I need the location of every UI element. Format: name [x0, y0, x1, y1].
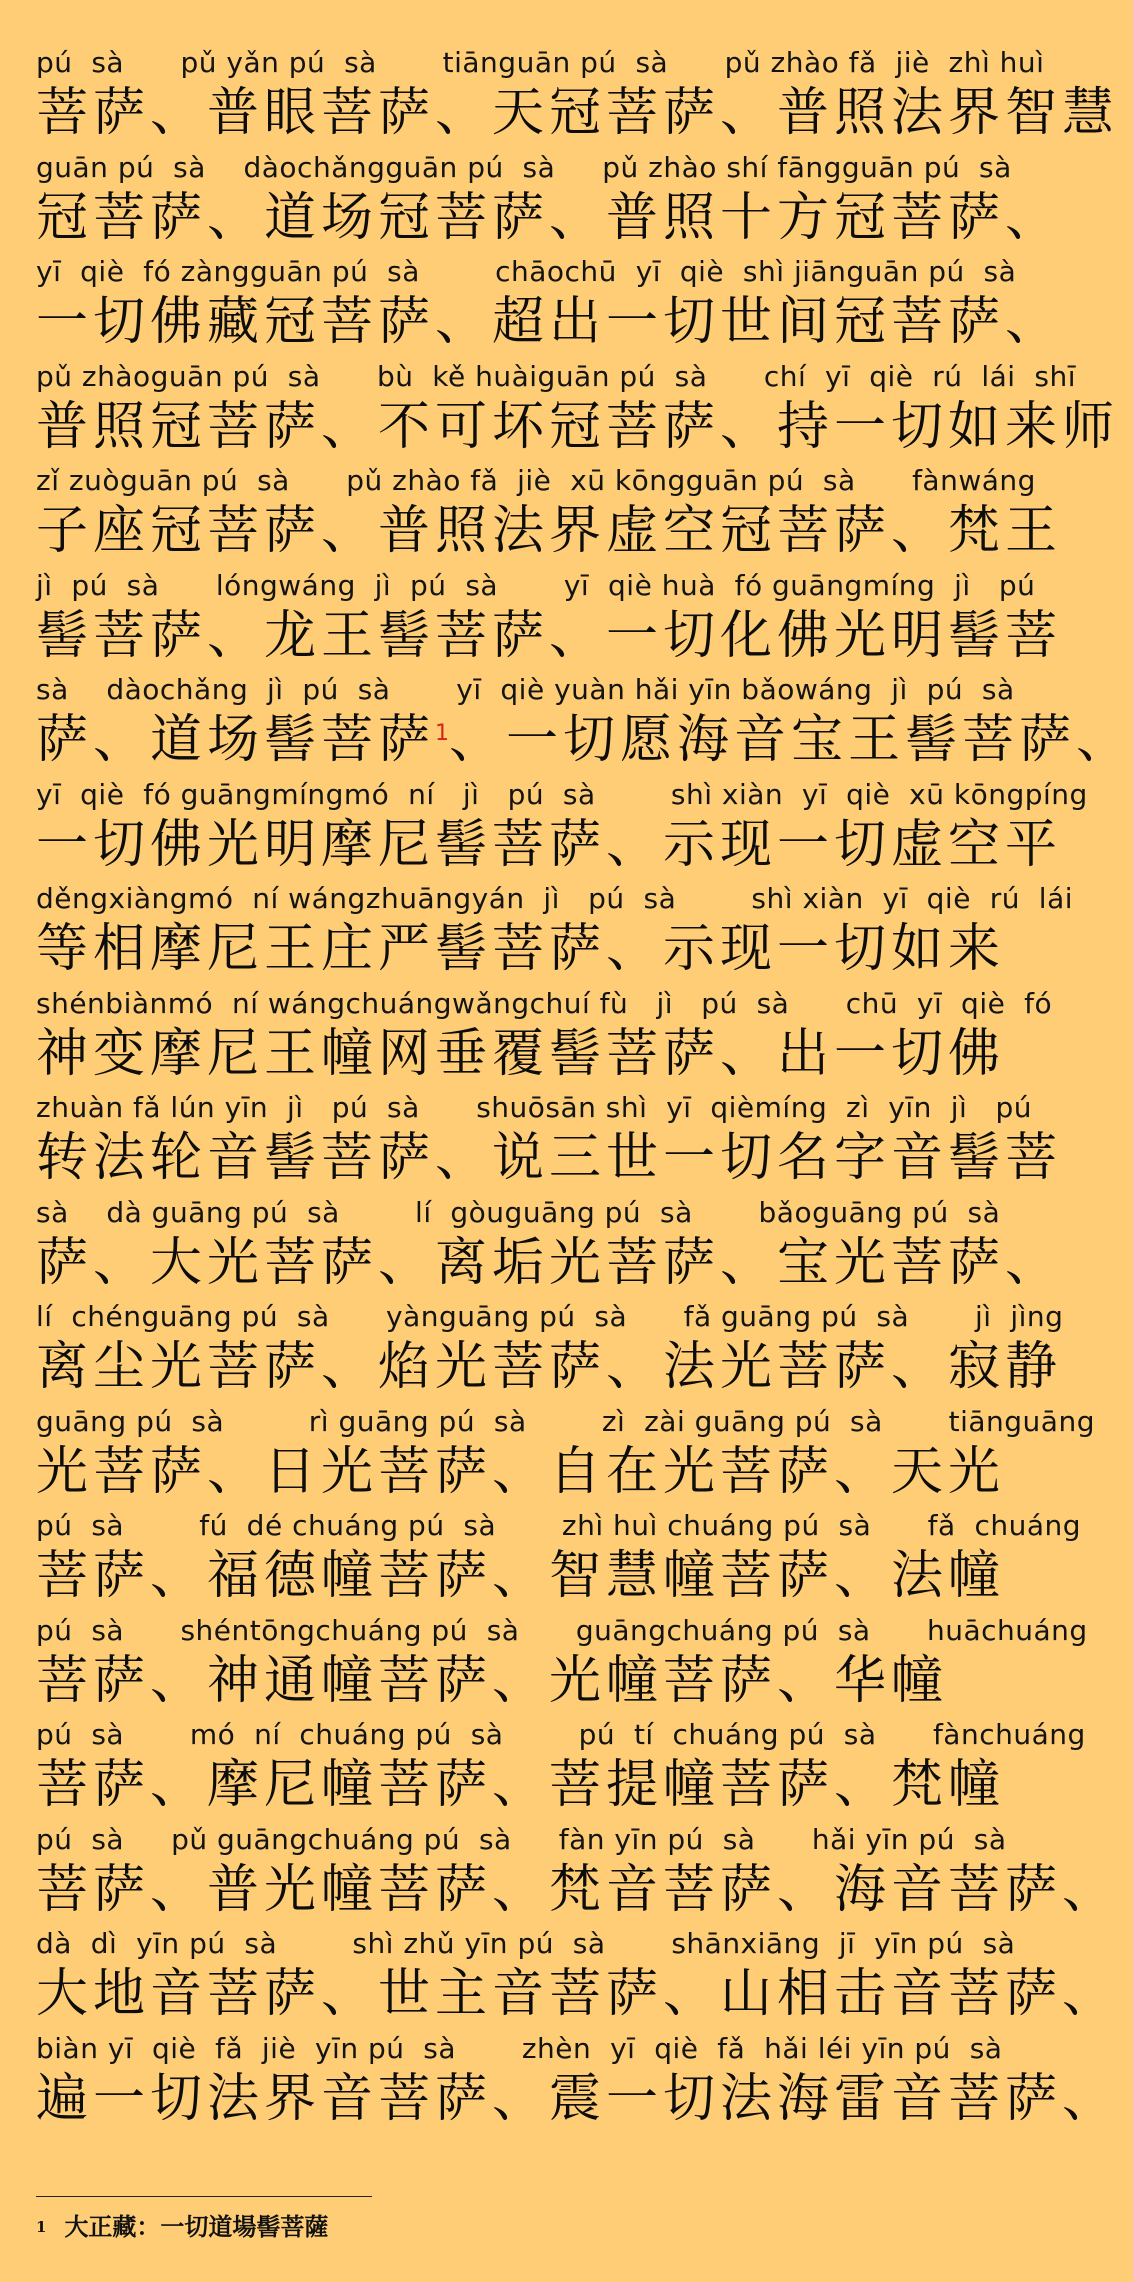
- pinyin-line: biàn yī qiè fǎ jiè yīn pú sà zhèn yī qiè fǎ hǎi léi yīn pú sà: [36, 2031, 1003, 2065]
- hanzi-line: [36, 1025, 1044, 1087]
- text-line: [36, 2028, 1120, 2133]
- hanzi-line: [36, 187, 1063, 251]
- footnote-marker[interactable]: 1: [435, 721, 450, 746]
- hanzi-text: 离尘光菩萨、焰光菩萨、法光菩萨、寂静: [36, 1337, 1063, 1397]
- pinyin-line: zǐ zuòguān pú sà pǔ zhào fǎ jiè xū kōngguān pú sà fànwáng: [36, 464, 1036, 497]
- text-line: [36, 1192, 1063, 1297]
- pinyin-line: pú sà pǔ yǎn pú sà tiānguān pú sà pǔ zhào fǎ jiè zhì huì: [36, 46, 1045, 79]
- pinyin-line: pǔ zhàoguān pú sà bù kě huàiguān pú sà chí yī qiè rú lái shī: [36, 359, 1076, 393]
- pinyin-line: pú sà fú dé chuáng pú sà zhì huì chuáng pú sà fǎ chuáng: [36, 1509, 1082, 1542]
- pinyin-line: děngxiàngmó ní wángzhuāngyán jì pú sà shì xiàn yī qiè rú lái: [36, 882, 1074, 915]
- pinyin-line: dà dì yīn pú sà shì zhǔ yīn pú sà shānxiāng jī yīn pú sà: [36, 1927, 1016, 1960]
- hanzi-line: [36, 83, 1120, 146]
- pinyin-line: pú sà mó ní chuáng pú sà pú tí chuáng pú sà fànchuáng: [36, 1718, 1086, 1751]
- hanzi-text: 神变摩尼王幢网垂覆髻菩萨、出一切佛: [36, 1023, 1006, 1084]
- text-line: [36, 42, 1120, 147]
- text-line: [36, 251, 1063, 356]
- hanzi-line: [36, 1443, 1044, 1505]
- hanzi-text: 萨、大光菩萨、离垢光菩萨、宝光菩萨、: [36, 1232, 1063, 1293]
- hanzi-line: [36, 1652, 1044, 1714]
- text-line: [36, 878, 1074, 983]
- text-line: [36, 565, 1063, 670]
- hanzi-text: 子座冠菩萨、普照法界虚空冠菩萨、梵王: [36, 501, 1063, 561]
- text-line: [36, 1505, 1082, 1610]
- hanzi-text: 光菩萨、日光菩萨、自在光菩萨、天光: [36, 1441, 1006, 1502]
- text-line: [36, 1714, 1086, 1819]
- hanzi-text: 转法轮音髻菩萨、说三世一切名字音髻菩: [36, 1128, 1063, 1188]
- hanzi-line: [36, 1337, 1063, 1400]
- pinyin-line: lí chénguāng pú sà yànguāng pú sà fǎ guāng pú sà jì jìng: [36, 1300, 1064, 1333]
- pinyin-line: sà dà guāng pú sà lí gòuguāng pú sà bǎoguāng pú sà: [36, 1195, 1001, 1229]
- pinyin-line: shénbiànmó ní wángchuángwǎngchuí fù jì pú sà chū yī qiè fó: [36, 986, 1053, 1020]
- hanzi-text: 菩萨、福德幢菩萨、智慧幢菩萨、法幢: [36, 1546, 1006, 1606]
- text-line: [36, 147, 1063, 252]
- hanzi-line: [36, 1547, 1044, 1609]
- text-line: [36, 774, 1088, 879]
- hanzi-text: 一切佛藏冠菩萨、超出一切世间冠菩萨、: [36, 292, 1063, 352]
- hanzi-line: [36, 814, 1063, 878]
- text-line: [36, 356, 1120, 461]
- hanzi-text: 菩萨、普眼菩萨、天冠菩萨、普照法界智慧: [36, 83, 1120, 143]
- pinyin-line: pú sà shéntōngchuáng pú sà guāngchuáng pú sà huāchuáng: [36, 1613, 1088, 1647]
- text-line: [36, 1923, 1120, 2028]
- pinyin-line: jì pú sà lóngwáng jì pú sà yī qiè huà fó guāngmíng jì pú: [36, 568, 1036, 602]
- hanzi-line: [36, 1232, 1063, 1296]
- pinyin-line: guān pú sà dàochǎngguān pú sà pǔ zhào shí fāngguān pú sà: [36, 150, 1012, 184]
- hanzi-text: 遍一切法界音菩萨、震一切法海雷音菩萨、: [36, 2068, 1120, 2129]
- text-line: [36, 1819, 1120, 1924]
- hanzi-text: 菩萨、神通幢菩萨、光幢菩萨、华幢: [36, 1650, 949, 1711]
- text-line: [36, 1610, 1088, 1715]
- hanzi-line: [36, 920, 1044, 982]
- hanzi-line: [36, 605, 1063, 669]
- hanzi-text: 普照冠菩萨、不可坏冠菩萨、持一切如来师: [36, 396, 1120, 457]
- hanzi-text-continued: 、一切愿海音宝王髻菩萨、: [449, 710, 1133, 770]
- hanzi-text: 等相摩尼王庄严髻菩萨、示现一切如来: [36, 919, 1006, 979]
- footnote-text: 大正藏：一切道場髻菩薩: [64, 2212, 329, 2241]
- text-line: [36, 1087, 1063, 1192]
- footnote-divider: [36, 2196, 372, 2197]
- hanzi-line: [36, 501, 1063, 564]
- hanzi-text: 大地音菩萨、世主音菩萨、山相击音菩萨、: [36, 1964, 1120, 2024]
- text-line: [36, 669, 1133, 774]
- hanzi-line: [36, 1756, 1044, 1818]
- hanzi-text: 菩萨、普光幢菩萨、梵音菩萨、海音菩萨、: [36, 1859, 1120, 1920]
- pinyin-line: yī qiè fó guāngmíngmó ní jì pú sà shì xiàn yī qiè xū kōngpíng: [36, 777, 1088, 811]
- pinyin-line: guāng pú sà rì guāng pú sà zì zài guāng pú sà tiānguāng: [36, 1404, 1095, 1438]
- footnote-number: 1: [36, 2218, 47, 2236]
- hanzi-text: 冠菩萨、道场冠菩萨、普照十方冠菩萨、: [36, 187, 1063, 248]
- hanzi-text: 萨、道场髻菩萨: [36, 710, 436, 770]
- hanzi-line: [36, 396, 1120, 460]
- text-line: [36, 983, 1053, 1088]
- text-line: [36, 1401, 1095, 1506]
- pinyin-line: sà dàochǎng jì pú sà yī qiè yuàn hǎi yīn bǎowáng jì pú sà: [36, 673, 1015, 706]
- pinyin-line: zhuàn fǎ lún yīn jì pú sà shuōsān shì yī qièmíng zì yīn jì pú: [36, 1091, 1032, 1124]
- hanzi-text: 髻菩萨、龙王髻菩萨、一切化佛光明髻菩: [36, 605, 1063, 666]
- text-line: [36, 460, 1063, 565]
- pinyin-line: yī qiè fó zàngguān pú sà chāochū yī qiè shì jiānguān pú sà: [36, 255, 1017, 288]
- hanzi-line: [36, 292, 1063, 355]
- footnote: [36, 2212, 328, 2242]
- hanzi-line: [36, 2068, 1120, 2132]
- hanzi-line: [36, 710, 1133, 773]
- hanzi-text: 菩萨、摩尼幢菩萨、菩提幢菩萨、梵幢: [36, 1755, 1006, 1815]
- hanzi-text: 一切佛光明摩尼髻菩萨、示现一切虚空平: [36, 814, 1063, 875]
- text-lines: [36, 42, 1133, 2132]
- hanzi-line: [36, 1964, 1120, 2027]
- hanzi-line: [36, 1859, 1120, 1923]
- pinyin-line: pú sà pǔ guāngchuáng pú sà fàn yīn pú sà hǎi yīn pú sà: [36, 1822, 1007, 1856]
- hanzi-line: [36, 1128, 1063, 1191]
- text-line: [36, 1296, 1064, 1401]
